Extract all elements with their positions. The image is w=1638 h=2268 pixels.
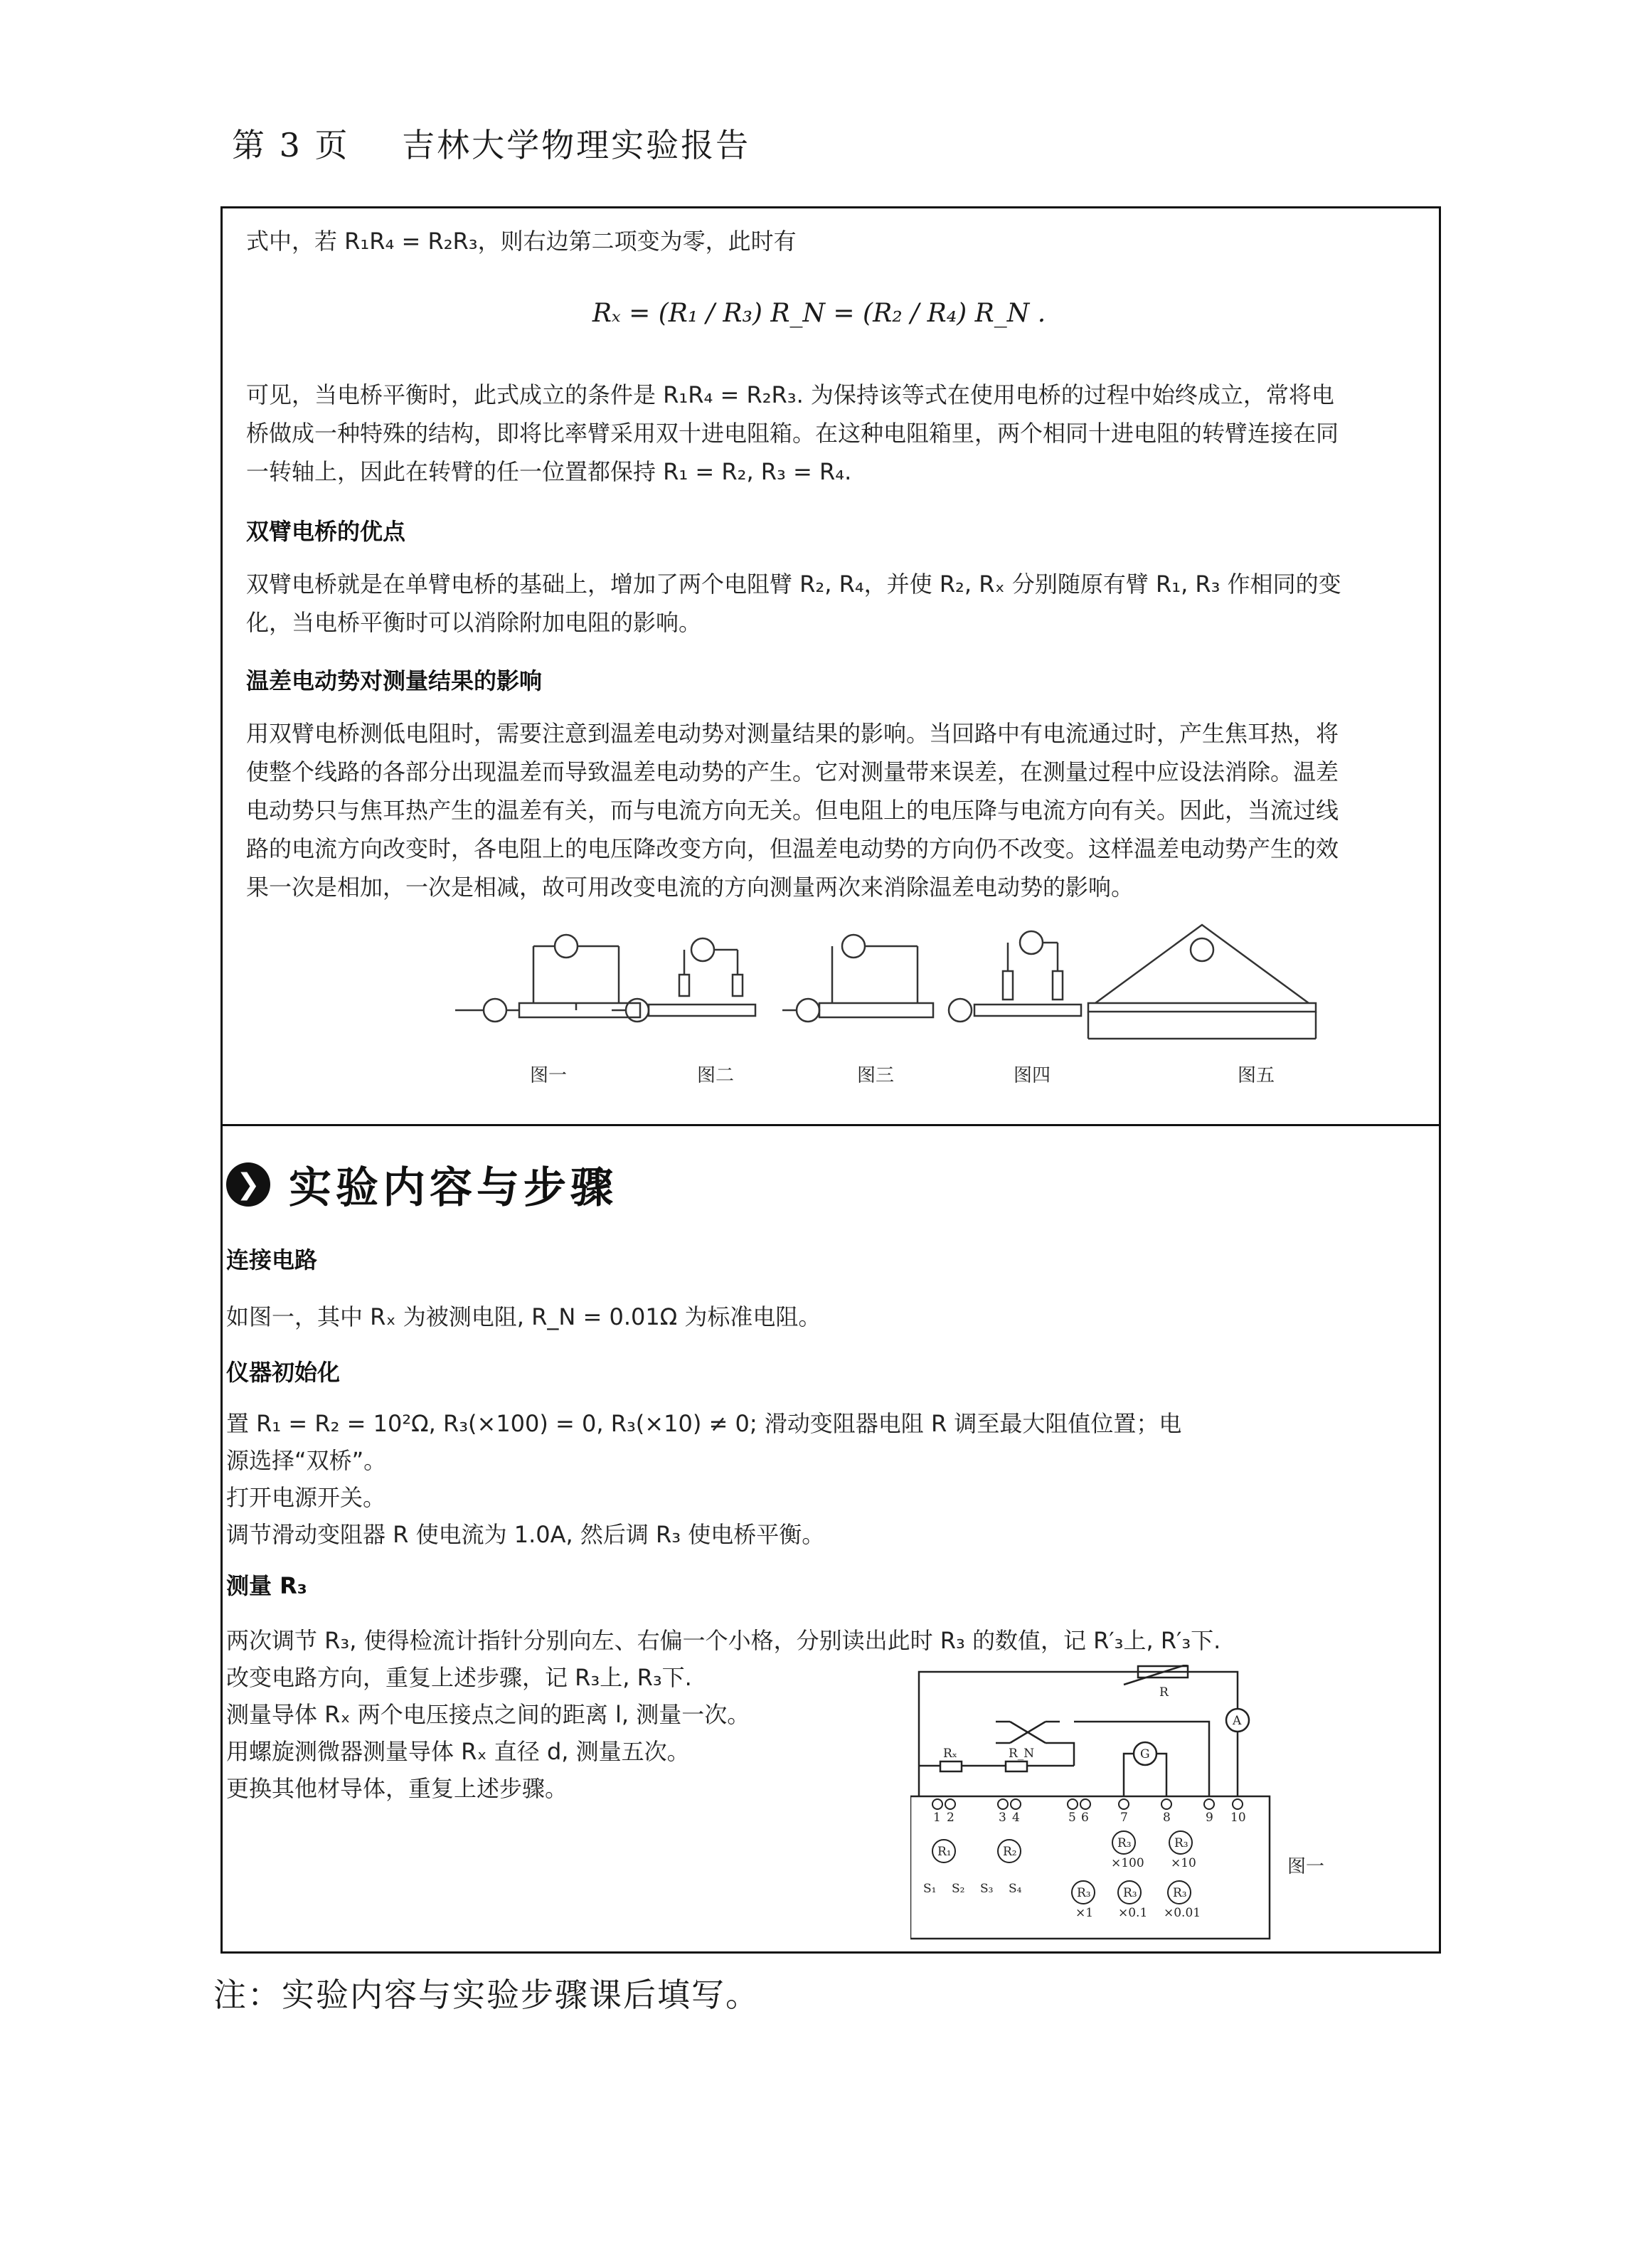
section-title: 实验内容与步骤 <box>289 1163 617 1213</box>
theory-paragraph-2: 双臂电桥就是在单臂电桥的基础上，增加了两个电阻臂 R₂, R₄，并使 R₂, Rₓ 分别随原有臂 R₁, R₃ 作相同的变化，当电桥平衡时可以消除附加电阻的影响。 <box>246 571 1341 636</box>
measure-line: 改变电路方向，重复上述步骤，记 R₃上, R₃下. <box>226 1664 692 1691</box>
figure-caption: 图三 <box>857 1065 895 1086</box>
measure-line: 更换其他材导体，重复上述步骤。 <box>226 1775 568 1802</box>
figure-caption: 图五 <box>1238 1065 1275 1086</box>
terminal-label: 3 <box>999 1811 1006 1825</box>
figure-caption: 图一 <box>530 1065 568 1086</box>
chevron-right-icon: ❯ <box>226 1162 270 1207</box>
measure-line: 用螺旋测微器测量导体 Rₓ 直径 d, 测量五次。 <box>226 1738 690 1765</box>
rx-label: Rₓ <box>943 1747 958 1761</box>
terminal-label: 6 <box>1081 1811 1089 1825</box>
report-title: 吉林大学物理实验报告 <box>402 126 751 164</box>
figure-1-diagram <box>455 935 640 1022</box>
init-block <box>226 1405 1181 1553</box>
figure-2-diagram <box>612 938 755 1022</box>
multiplier-label: ×1 <box>1075 1906 1094 1920</box>
terminal-label: 9 <box>1206 1811 1213 1825</box>
multiplier-label: ×10 <box>1171 1856 1196 1870</box>
multiplier-label: ×100 <box>1111 1856 1144 1870</box>
knob-label: R₁ <box>937 1845 952 1859</box>
page-header <box>232 120 750 166</box>
figure-3-diagram <box>782 935 933 1022</box>
theory-paragraph-3: 用双臂电桥测低电阻时，需要注意到温差电动势对测量结果的影响。当回路中有电流通过时，产生焦耳热，将使整个线路的各部分出现温差而导致温差电动势的产生。它对测量带来误差，在测量过程中应设法消除。温差电动势只与焦耳热产生的温差有关，而与电流方向无关。但电阻上的电压降与电流方向有关。因此，当流过线路的电流方向改变时，各电阻上的电压降改变方向，但温差电动势的方向仍不改变。这样温差电动势产生的效果一次是相加，一次是相减，故可用改变电流的方向测量两次来消除温差电动势的影响。 <box>246 720 1339 901</box>
knob-label: R₃ <box>1173 1886 1187 1900</box>
switch-label: S₂ <box>952 1882 965 1896</box>
multiplier-label: ×0.1 <box>1118 1906 1148 1920</box>
heading-connect: 连接电路 <box>226 1246 318 1273</box>
init-line: 置 R₁ = R₂ = 10²Ω, R₃(×100) = 0, R₃(×10) ≠ 0; 滑动变阻器电阻 R 调至最大阻值位置；电 <box>226 1410 1182 1437</box>
knob-label: R₃ <box>1077 1886 1091 1900</box>
heading-init: 仪器初始化 <box>226 1359 341 1386</box>
heading-thermo-emf: 温差电动势对测量结果的影响 <box>246 667 543 694</box>
switch-label: S₃ <box>980 1882 994 1896</box>
bridge-circuit-figures <box>455 918 1422 1103</box>
knob-label: R₃ <box>1174 1836 1188 1850</box>
apparatus-diagram <box>910 1665 1422 1942</box>
init-line: 源选择“双桥”。 <box>226 1447 387 1474</box>
section-header <box>226 1156 617 1213</box>
rheostat-label: R <box>1159 1685 1169 1700</box>
figure-caption: 图二 <box>697 1065 735 1086</box>
terminal-label: 8 <box>1163 1811 1171 1825</box>
init-line: 打开电源开关。 <box>226 1484 386 1511</box>
rn-label: R_N <box>1009 1747 1035 1761</box>
heading-measure: 测量 R₃ <box>226 1572 307 1599</box>
switch-label: S₄ <box>1009 1882 1022 1896</box>
init-line: 调节滑动变阻器 R 使电流为 1.0A, 然后调 R₃ 使电桥平衡。 <box>226 1521 825 1548</box>
connect-text: 如图一，其中 Rₓ 为被测电阻, R_N = 0.01Ω 为标准电阻。 <box>226 1303 821 1330</box>
knob-label: R₃ <box>1123 1886 1137 1900</box>
figure-caption: 图四 <box>1014 1065 1051 1086</box>
terminal-label: 4 <box>1012 1811 1020 1825</box>
balance-formula: Rₓ = (R₁ / R₃) R_N = (R₂ / R₄) R_N . <box>592 299 1046 328</box>
intro-text: 式中，若 R₁R₄ = R₂R₃，则右边第二项变为零，此时有 <box>246 228 797 255</box>
section-divider <box>220 1124 1441 1126</box>
multiplier-label: ×0.01 <box>1164 1906 1201 1920</box>
terminal-label: 2 <box>947 1811 954 1825</box>
page-number: 第 3 页 <box>232 126 350 164</box>
measure-line: 两次调节 R₃, 使得检流计指针分别向左、右偏一个小格，分别读出此时 R₃ 的数值，记 R′₃上, R′₃下. <box>226 1627 1221 1654</box>
measure-line: 测量导体 Rₓ 两个电压接点之间的距离 l, 测量一次。 <box>226 1701 750 1728</box>
ammeter-label: A <box>1233 1714 1242 1728</box>
heading-advantages: 双臂电桥的优点 <box>246 518 406 545</box>
galvanometer-label: G <box>1140 1747 1150 1761</box>
knob-label: R₃ <box>1117 1836 1132 1850</box>
terminal-label: 1 <box>933 1811 941 1825</box>
footnote: 注：实验内容与实验步骤课后填写。 <box>213 1976 760 2014</box>
terminal-label: 10 <box>1230 1811 1246 1825</box>
switch-label: S₁ <box>923 1882 937 1896</box>
theory-paragraph-1: 可见，当电桥平衡时，此式成立的条件是 R₁R₄ = R₂R₃. 为保持该等式在使用电桥的过程中始终成立，常将电桥做成一种特殊的结构，即将比率臂采用双十进电阻箱。在这种电阻箱里，两个相同十进电阻的转臂连接在同一转轴上，因此在转臂的任一位置都保持 R₁ = R₂, R₃ = R₄. <box>246 381 1339 485</box>
figure-5-diagram <box>1088 925 1316 1039</box>
apparatus-caption: 图一 <box>1287 1856 1325 1877</box>
figure-4-diagram <box>949 931 1081 1022</box>
terminal-label: 5 <box>1068 1811 1076 1825</box>
terminal-label: 7 <box>1120 1811 1128 1825</box>
knob-label: R₂ <box>1003 1845 1017 1859</box>
